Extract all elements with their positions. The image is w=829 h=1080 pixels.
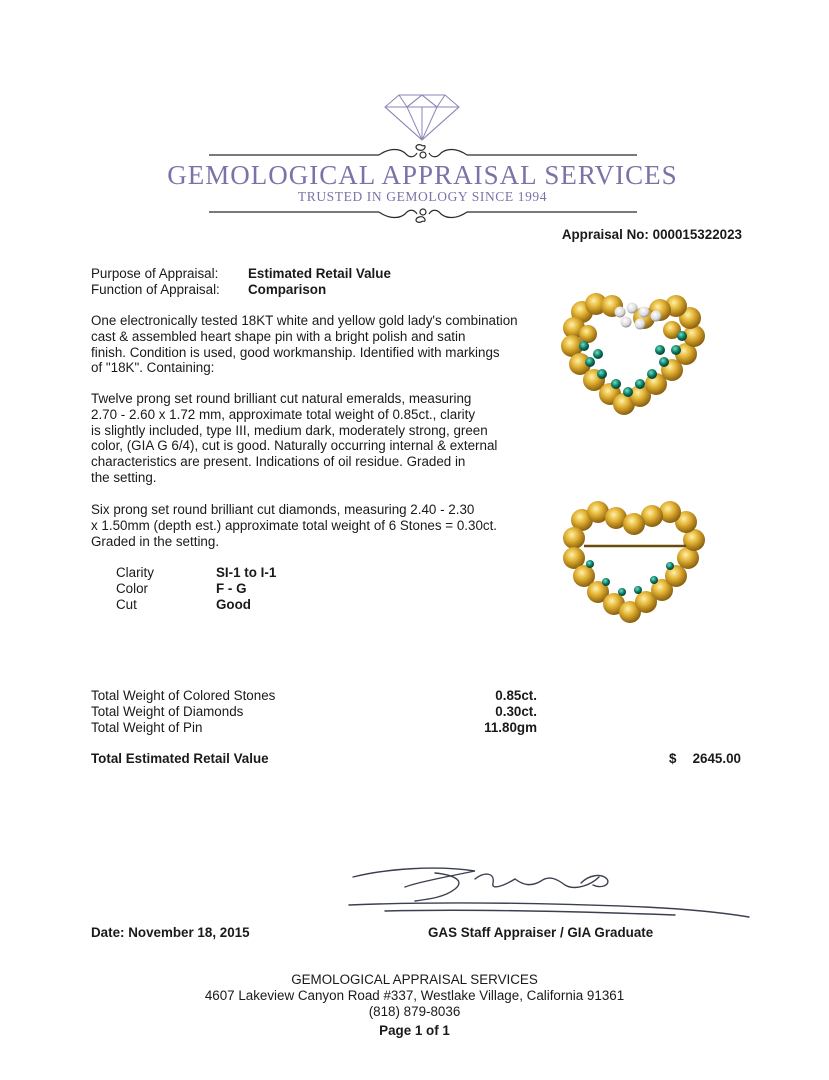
emerald-line: Twelve prong set round brilliant cut natural emeralds, measuring [91,391,472,406]
emerald-line: color, (GIA G 6/4), cut is good. Naturally occurring internal & external [91,438,498,454]
clarity-label: Clarity [116,565,154,580]
emerald-line: the setting. [91,469,157,485]
logo-ornament-bottom [209,203,637,227]
appraisal-number-label: Appraisal No: [561,227,649,242]
heart-pin-back-photo [560,498,710,628]
date-label: Date: [91,925,125,940]
page-number: Page 1 of 1 [379,1023,450,1038]
emerald-line: 2.70 - 2.60 x 1.72 mm, approximate total weight of 0.85ct., clarity [91,406,476,422]
diamond-line: x 1.50mm (depth est.) approximate total weight of 6 Stones = 0.30ct. [91,517,498,533]
function-row [91,282,326,297]
footer-address: 4607 Lakeview Canyon Road #337, Westlake Village, California 91361 [204,988,625,1003]
purpose-row [91,266,391,281]
emerald-paragraph [91,391,531,486]
retail-currency: $ [669,751,677,766]
appraisal-number [562,227,742,242]
retail-value: 2645.00 [692,751,741,766]
retail-value-label: Total Estimated Retail Value [91,751,269,766]
function-label: Function of Appraisal: [91,282,220,297]
total-diamonds-value: 0.30ct. [495,704,537,719]
appraisal-number-value: 000015322023 [652,227,742,242]
total-diamonds-label: Total Weight of Diamonds [91,704,244,719]
description-paragraph [91,313,531,376]
total-pin-weight-value: 11.80gm [484,720,537,735]
purpose-value: Estimated Retail Value [248,266,391,281]
footer-phone: (818) 879-8036 [368,1004,461,1019]
cut-value: Good [216,597,251,612]
total-colored-stones-value: 0.85ct. [495,688,537,703]
date-line [91,925,250,940]
logo-ornament-top [209,138,637,162]
description-line: cast & assembled heart shape pin with a bright polish and satin [91,328,466,344]
description-line: One electronically tested 18KT white and yellow gold lady's combination [91,313,518,328]
description-line: finish. Condition is used, good workmanship. Identified with markings [91,344,500,360]
total-pin-weight-label: Total Weight of Pin [91,720,203,735]
cut-label: Cut [116,597,137,612]
appraiser-title: GAS Staff Appraiser / GIA Graduate [428,925,654,940]
clarity-value: SI-1 to I-1 [216,565,277,580]
heart-pin-front-photo [560,290,710,420]
emerald-line: is slightly included, type III, medium dark, moderately strong, green [91,422,488,438]
color-label: Color [116,581,148,596]
footer-company-name: GEMOLOGICAL APPRAISAL SERVICES [291,972,538,987]
description-line: of "18K". Containing: [91,360,215,376]
purpose-label: Purpose of Appraisal: [91,266,219,281]
diamond-line: Graded in the setting. [91,533,220,549]
back-gold-cups [563,501,705,623]
date-value: November 18, 2015 [128,925,250,940]
diamond-logo-icon [383,93,461,141]
emerald-line: characteristics are present. Indications of oil residue. Graded in [91,454,466,470]
diamond-line: Six prong set round brilliant cut diamonds, measuring 2.40 - 2.30 [91,502,475,517]
diamond-paragraph [91,502,531,549]
appraiser-signature [345,855,755,925]
total-colored-stones-label: Total Weight of Colored Stones [91,688,276,703]
company-logo-title: GEMOLOGICAL APPRAISAL SERVICES [167,160,678,190]
company-logo-tagline: TRUSTED IN GEMOLOGY SINCE 1994 [297,189,548,204]
function-value: Comparison [248,282,327,297]
color-value: F - G [216,581,247,596]
